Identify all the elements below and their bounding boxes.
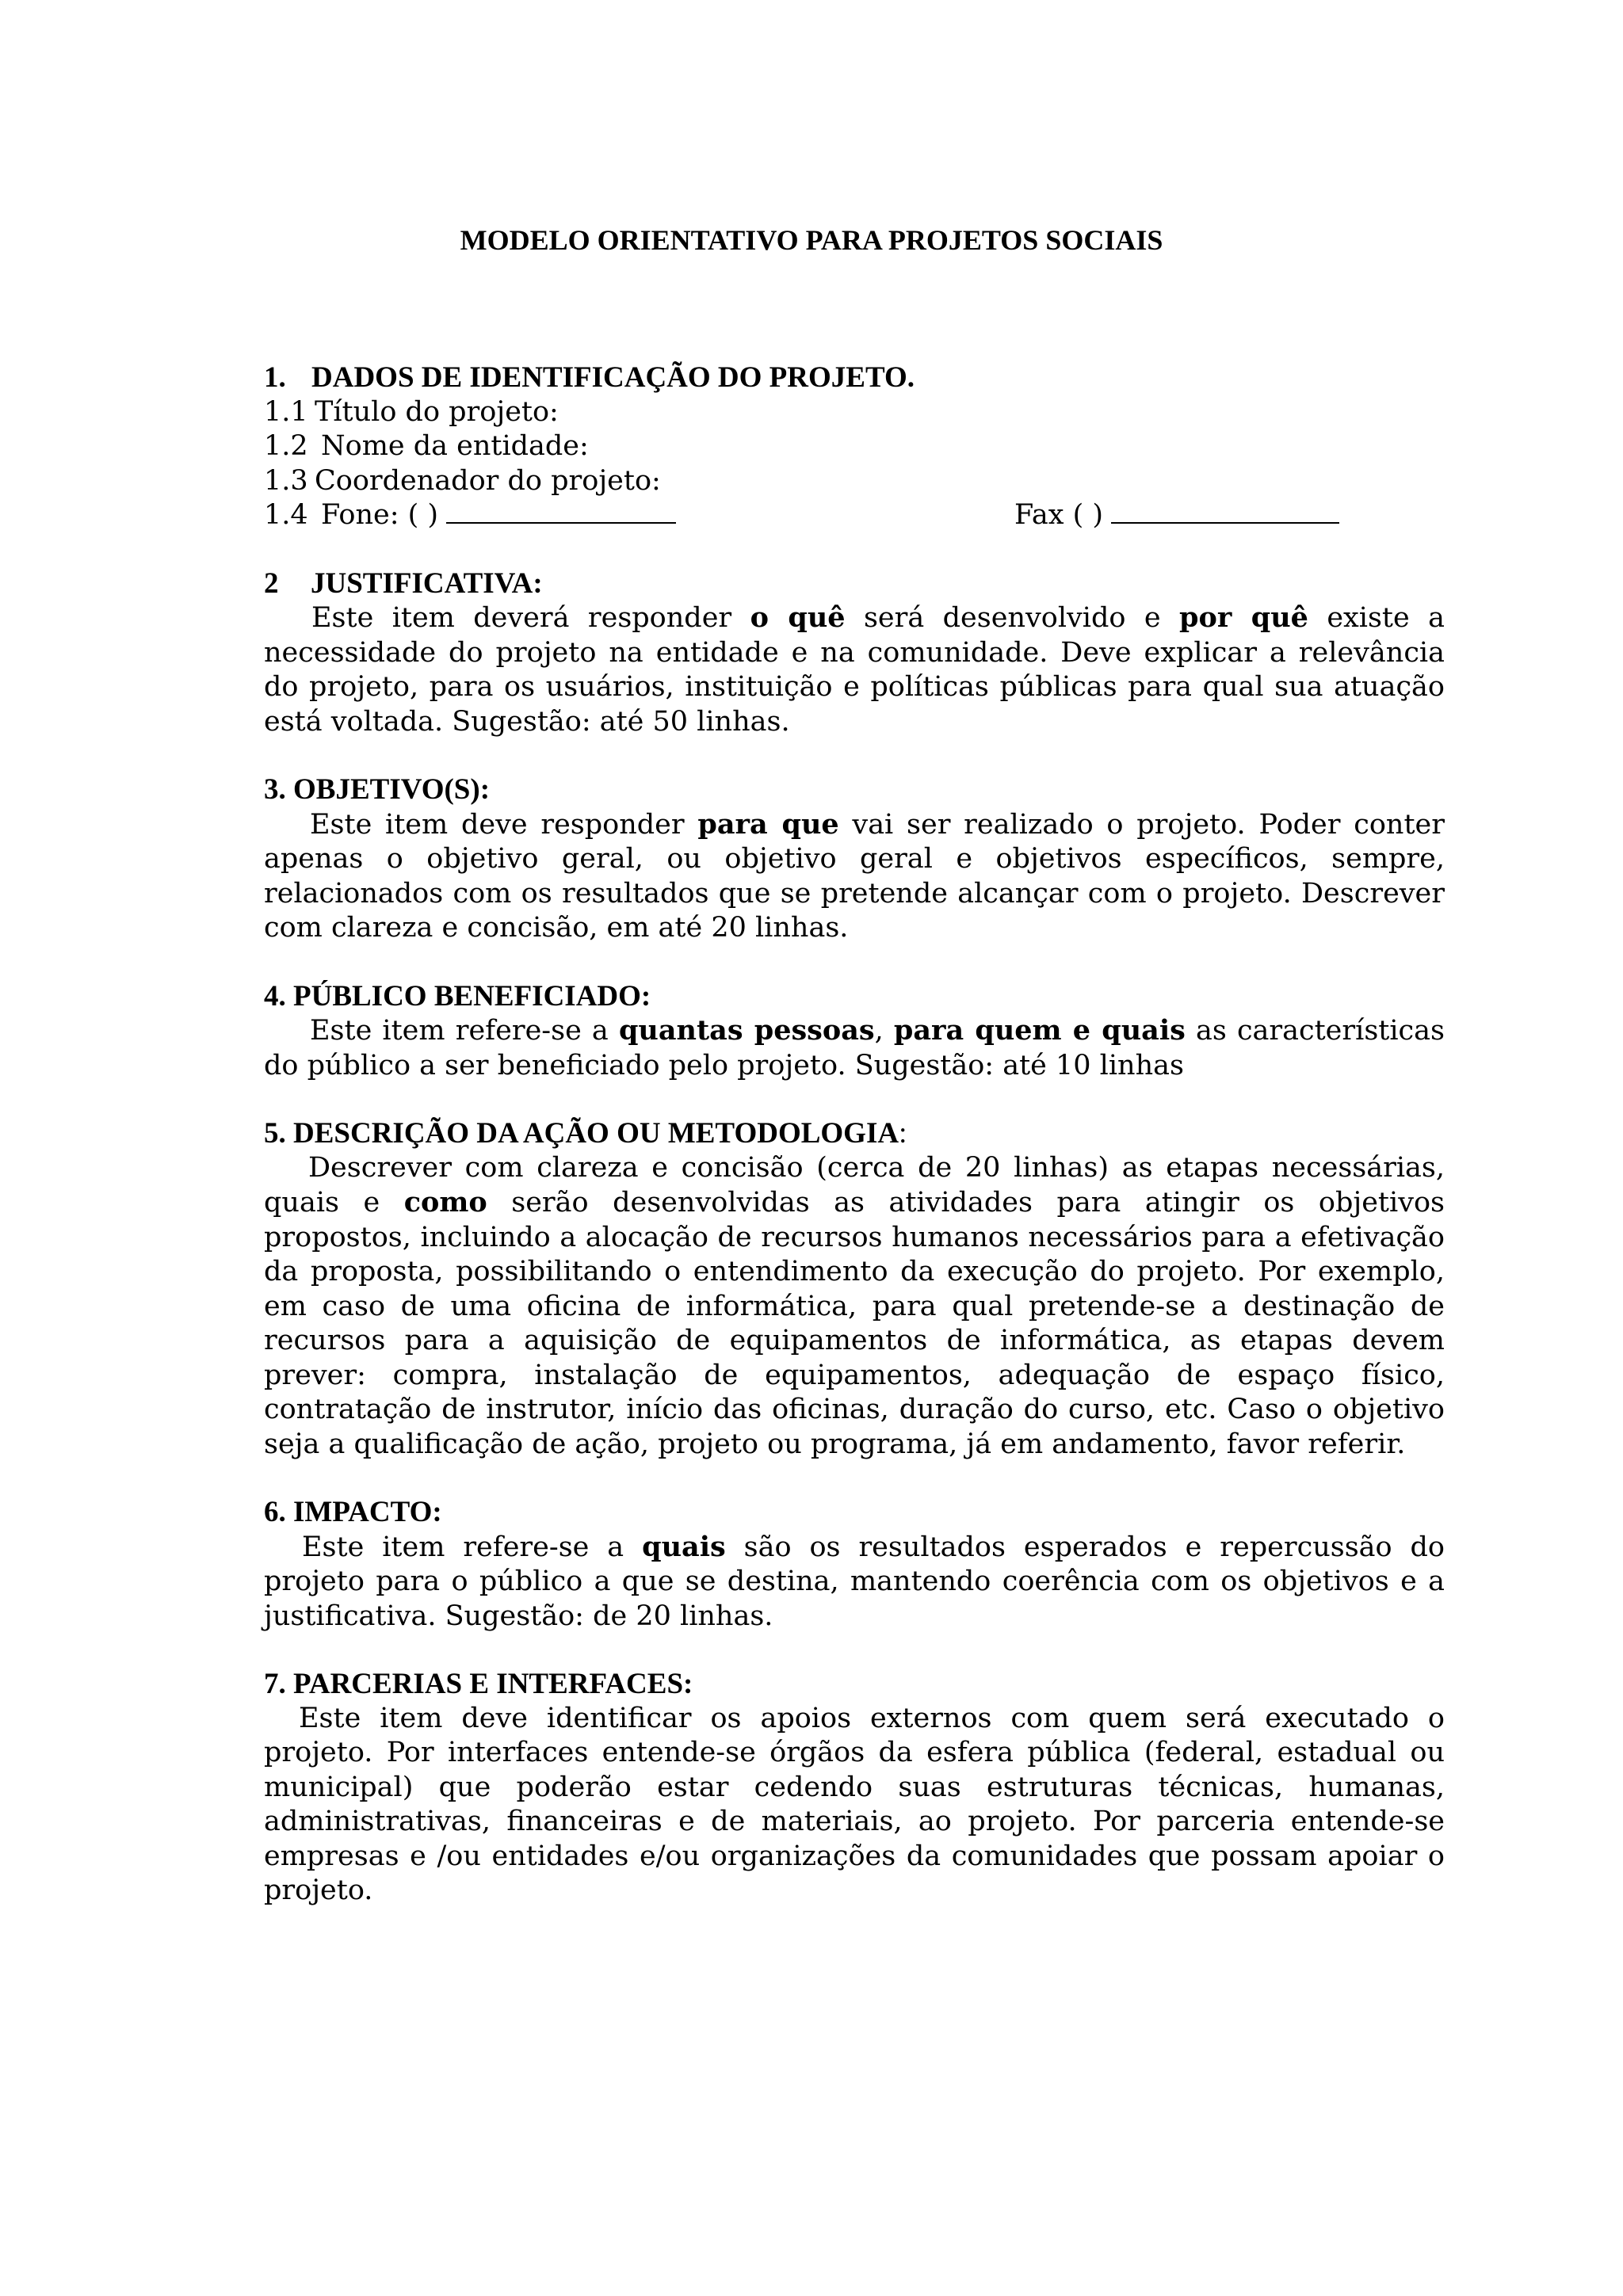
phone-label: Fone: ( ) (321, 499, 439, 531)
section-7-heading: 7. PARCERIAS E INTERFACES: (264, 1668, 693, 1700)
field-label: Coordenador do projeto: (315, 464, 661, 497)
section-3-paragraph: Este item deve responder para que vai ser realizado o projeto. Poder conter apenas o objetivo geral, ou objetivo geral e objetivos específicos, sempre, relacionados com os resultados que se pretende alcançar com o projeto. Descrever com clareza e concisão, em até 20 linhas. (264, 807, 1445, 944)
section-1-heading (264, 360, 1445, 395)
section-4-heading: 4. PÚBLICO BENEFICIADO: (264, 979, 651, 1013)
section-2-paragraph: Este item deverá responder o quê será desenvolvido e por quê existe a necessidade do projeto na entidade e na comunidade. Deve explicar a relevância do projeto, para os usuários, instituição e políticas públicas para qual sua atuação está voltada. Sugestão: até 50 linhas. (264, 601, 1445, 738)
field-number: 1.1 (264, 395, 308, 428)
section-5-heading: 5. DESCRIÇÃO DA AÇÃO OU METODOLOGIA: (264, 1117, 907, 1150)
document-title: MODELO ORIENTATIVO PARA PROJETOS SOCIAIS (460, 224, 1163, 256)
section-5-paragraph: Descrever com clareza e concisão (cerca de 20 linhas) as etapas necessárias, quais e como serão desenvolvidas as atividades para atingir os objetivos propostos, incluindo a alocação de recursos humanos necessários para a efetivação da proposta, possibilitando o entendimento da execução do projeto. Por exemplo, em caso de uma oficina de informática, para qual pretende-se a destinação de recursos para a aquisição de equipamentos de informática, as etapas devem prever: compra, instalação de equipamentos, adequação de espaço físico, contratação de instrutor, início das oficinas, duração do curso, etc. Caso o objetivo seja a qualificação de ação, projeto ou programa, já em andamento, favor referir. (264, 1151, 1445, 1460)
phone-blank-line (446, 502, 676, 524)
document-body (264, 360, 1445, 1909)
field-number: 1.2 (264, 430, 308, 462)
field-label: Nome da entidade: (321, 430, 589, 462)
field-phone-fax (264, 498, 1445, 533)
field-label: Título do projeto: (315, 395, 559, 428)
section-1-title: DADOS DE IDENTIFICAÇÃO DO PROJETO. (311, 361, 915, 394)
section-2-number: 2 (264, 566, 279, 600)
field-project-title (264, 395, 1445, 430)
field-number: 1.4 (264, 499, 308, 531)
section-2-title: JUSTIFICATIVA: (311, 566, 543, 600)
section-4-paragraph: Este item refere-se a quantas pessoas, para quem e quais as características do público a ser beneficiado pelo projeto. Sugestão: até 10 linhas (264, 1014, 1445, 1081)
field-coordinator (264, 464, 1445, 499)
fax-blank-line (1111, 502, 1339, 524)
field-entity-name (264, 429, 1445, 464)
section-3-heading: 3. OBJETIVO(S): (264, 773, 491, 806)
section-1-number: 1. (264, 361, 286, 394)
section-7-paragraph: Este item deve identificar os apoios externos com quem será executado o projeto. Por interfaces entende-se órgãos da esfera pública (federal, estadual ou municipal) que poderão estar cedendo suas estruturas técnicas, humanas, administrativas, financeiras e de materiais, ao projeto. Por parceria entende-se empresas e /ou entidades e/ou organizações da comunidades que possam apoiar o projeto. (264, 1702, 1445, 1906)
section-6-heading: 6. IMPACTO: (264, 1496, 442, 1528)
field-number: 1.3 (264, 464, 308, 497)
fax-label: Fax ( ) (1014, 499, 1104, 531)
fax-field (1014, 498, 1339, 533)
section-2-heading (264, 566, 1445, 601)
section-6-paragraph: Este item refere-se a quais são os resultados esperados e repercussão do projeto para o público a que se destina, mantendo coerência com os objetivos e a justificativa. Sugestão: de 20 linhas. (264, 1530, 1445, 1632)
